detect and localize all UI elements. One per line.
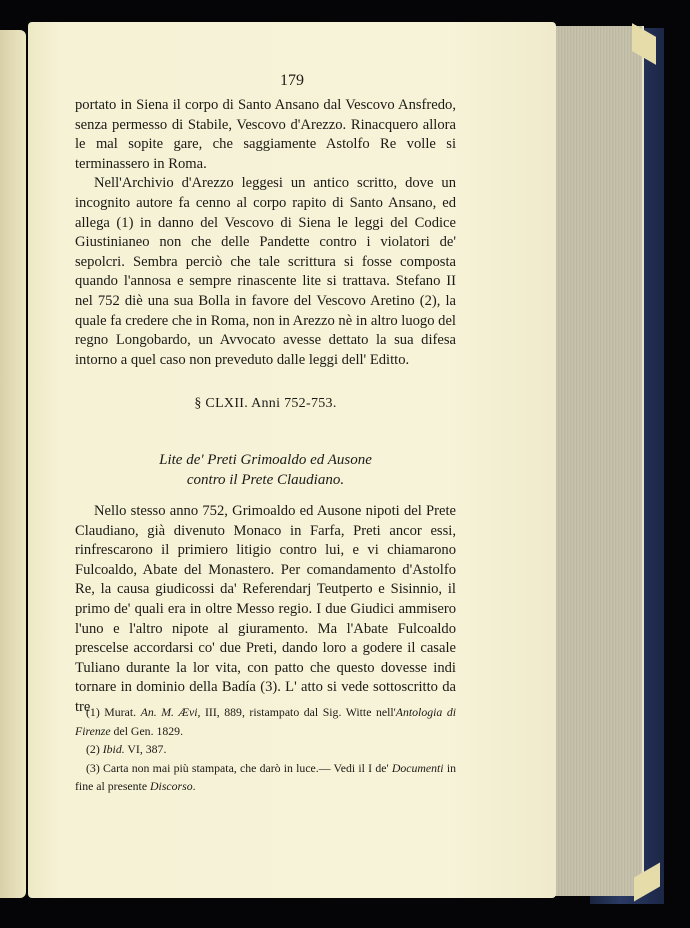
footnote-3-marker: (3) Carta non mai più stampata, che darò in luce.— Vedi il I de' [86, 760, 389, 775]
footnote-2-text: VI, 387. [124, 742, 167, 756]
section-title-line-2: contro il Prete Claudiano. [186, 472, 345, 488]
facing-page-edge [0, 30, 26, 898]
section-heading: § CLXII. Anni 752-753. [194, 396, 337, 411]
footnote-1-marker: (1) Murat. [86, 705, 137, 719]
paragraph-3: Nello stesso anno 752, Grimoaldo ed Ausone nipoti del Prete Claudiano, già divenuto Monaco in Farfa, Preti ancor essi, rinfrescarono il primiero litigio contro lui, e vi chiamarono Fulcoaldo, Abate del Monastero. Per comandamento d'Astolfo Re, la causa giudicossi da' Referendarj Teutperto e Sisinnio, il primo de' quali era in oltre Messo regio. I due Giudici ammisero l'uno e l'altro nipote al giuramento. Ma l'Abate Fulcoaldo prescelse accordarsi co' due Preti, dando loro a godere il casale Tuliano durante la lor vita, con patto che questo dovesse indi tornare in dominio della Badía (3). L' atto si vede sottoscritto da tre [75, 503, 456, 715]
footnote-2-title: Ibid. [102, 742, 125, 756]
footnote-1-title: An. M. Ævi [140, 705, 198, 719]
paragraph-2: Nell'Archivio d'Arezzo leggesi un antico scritto, dove un incognito autore fa cenno al corpo rapito di Santo Ansano, ed allega (1) in danno del Vescovo di Siena le leggi del Codice Giustinianeo non che delle Pandette contro i violatori de' sepolcri. Sembra perciò che tale scrittura si fosse composta quando l'annosa e sempre rinascente lite si trattava. Stefano II nel 752 diè una sua Bolla in favore del Vescovo Aretino (2), la quale fa credere che in Roma, non in Arezzo nè in altro luogo del regno Longobardo, un Avvocato avesse dettato la sua difesa intorno a quel caso non preveduto dalle leggi dell' Editto. [75, 175, 456, 368]
page-number: 179 [280, 72, 304, 89]
footnote-2 [75, 740, 456, 759]
footnote-3-title-2: Discorso [150, 779, 193, 793]
book-page [28, 22, 556, 898]
footnote-3 [75, 759, 456, 796]
footnote-1-text-2: del Gen. 1829. [110, 723, 184, 738]
footnote-3-text: in fine al presente [75, 760, 456, 793]
section-title [75, 450, 456, 490]
footnotes [75, 703, 456, 796]
body-text-top [75, 96, 456, 370]
section-title-line-1: Lite de' Preti Grimoaldo ed Ausone [159, 452, 372, 468]
footnote-1-text: , III, 889, ristampato dal Sig. Witte nell' [197, 705, 396, 719]
footnote-3-text-2: . [192, 779, 196, 793]
page-stack-edges [546, 26, 644, 896]
footnote-1-title-2: Antologia di Firenze [75, 705, 457, 738]
footnote-2-marker: (2) [86, 742, 100, 756]
paragraph-1: portato in Siena il corpo di Santo Ansano dal Vescovo Ansfredo, senza permesso di Stabile, Vescovo d'Arezzo. Rinacquero allora le mal sopite gare, che saggiamente Astolfo Re volle si terminassero in Roma. [75, 97, 456, 172]
footnote-3-title: Documenti [391, 760, 444, 775]
body-text-bottom [75, 502, 456, 718]
footnote-1 [75, 703, 456, 740]
